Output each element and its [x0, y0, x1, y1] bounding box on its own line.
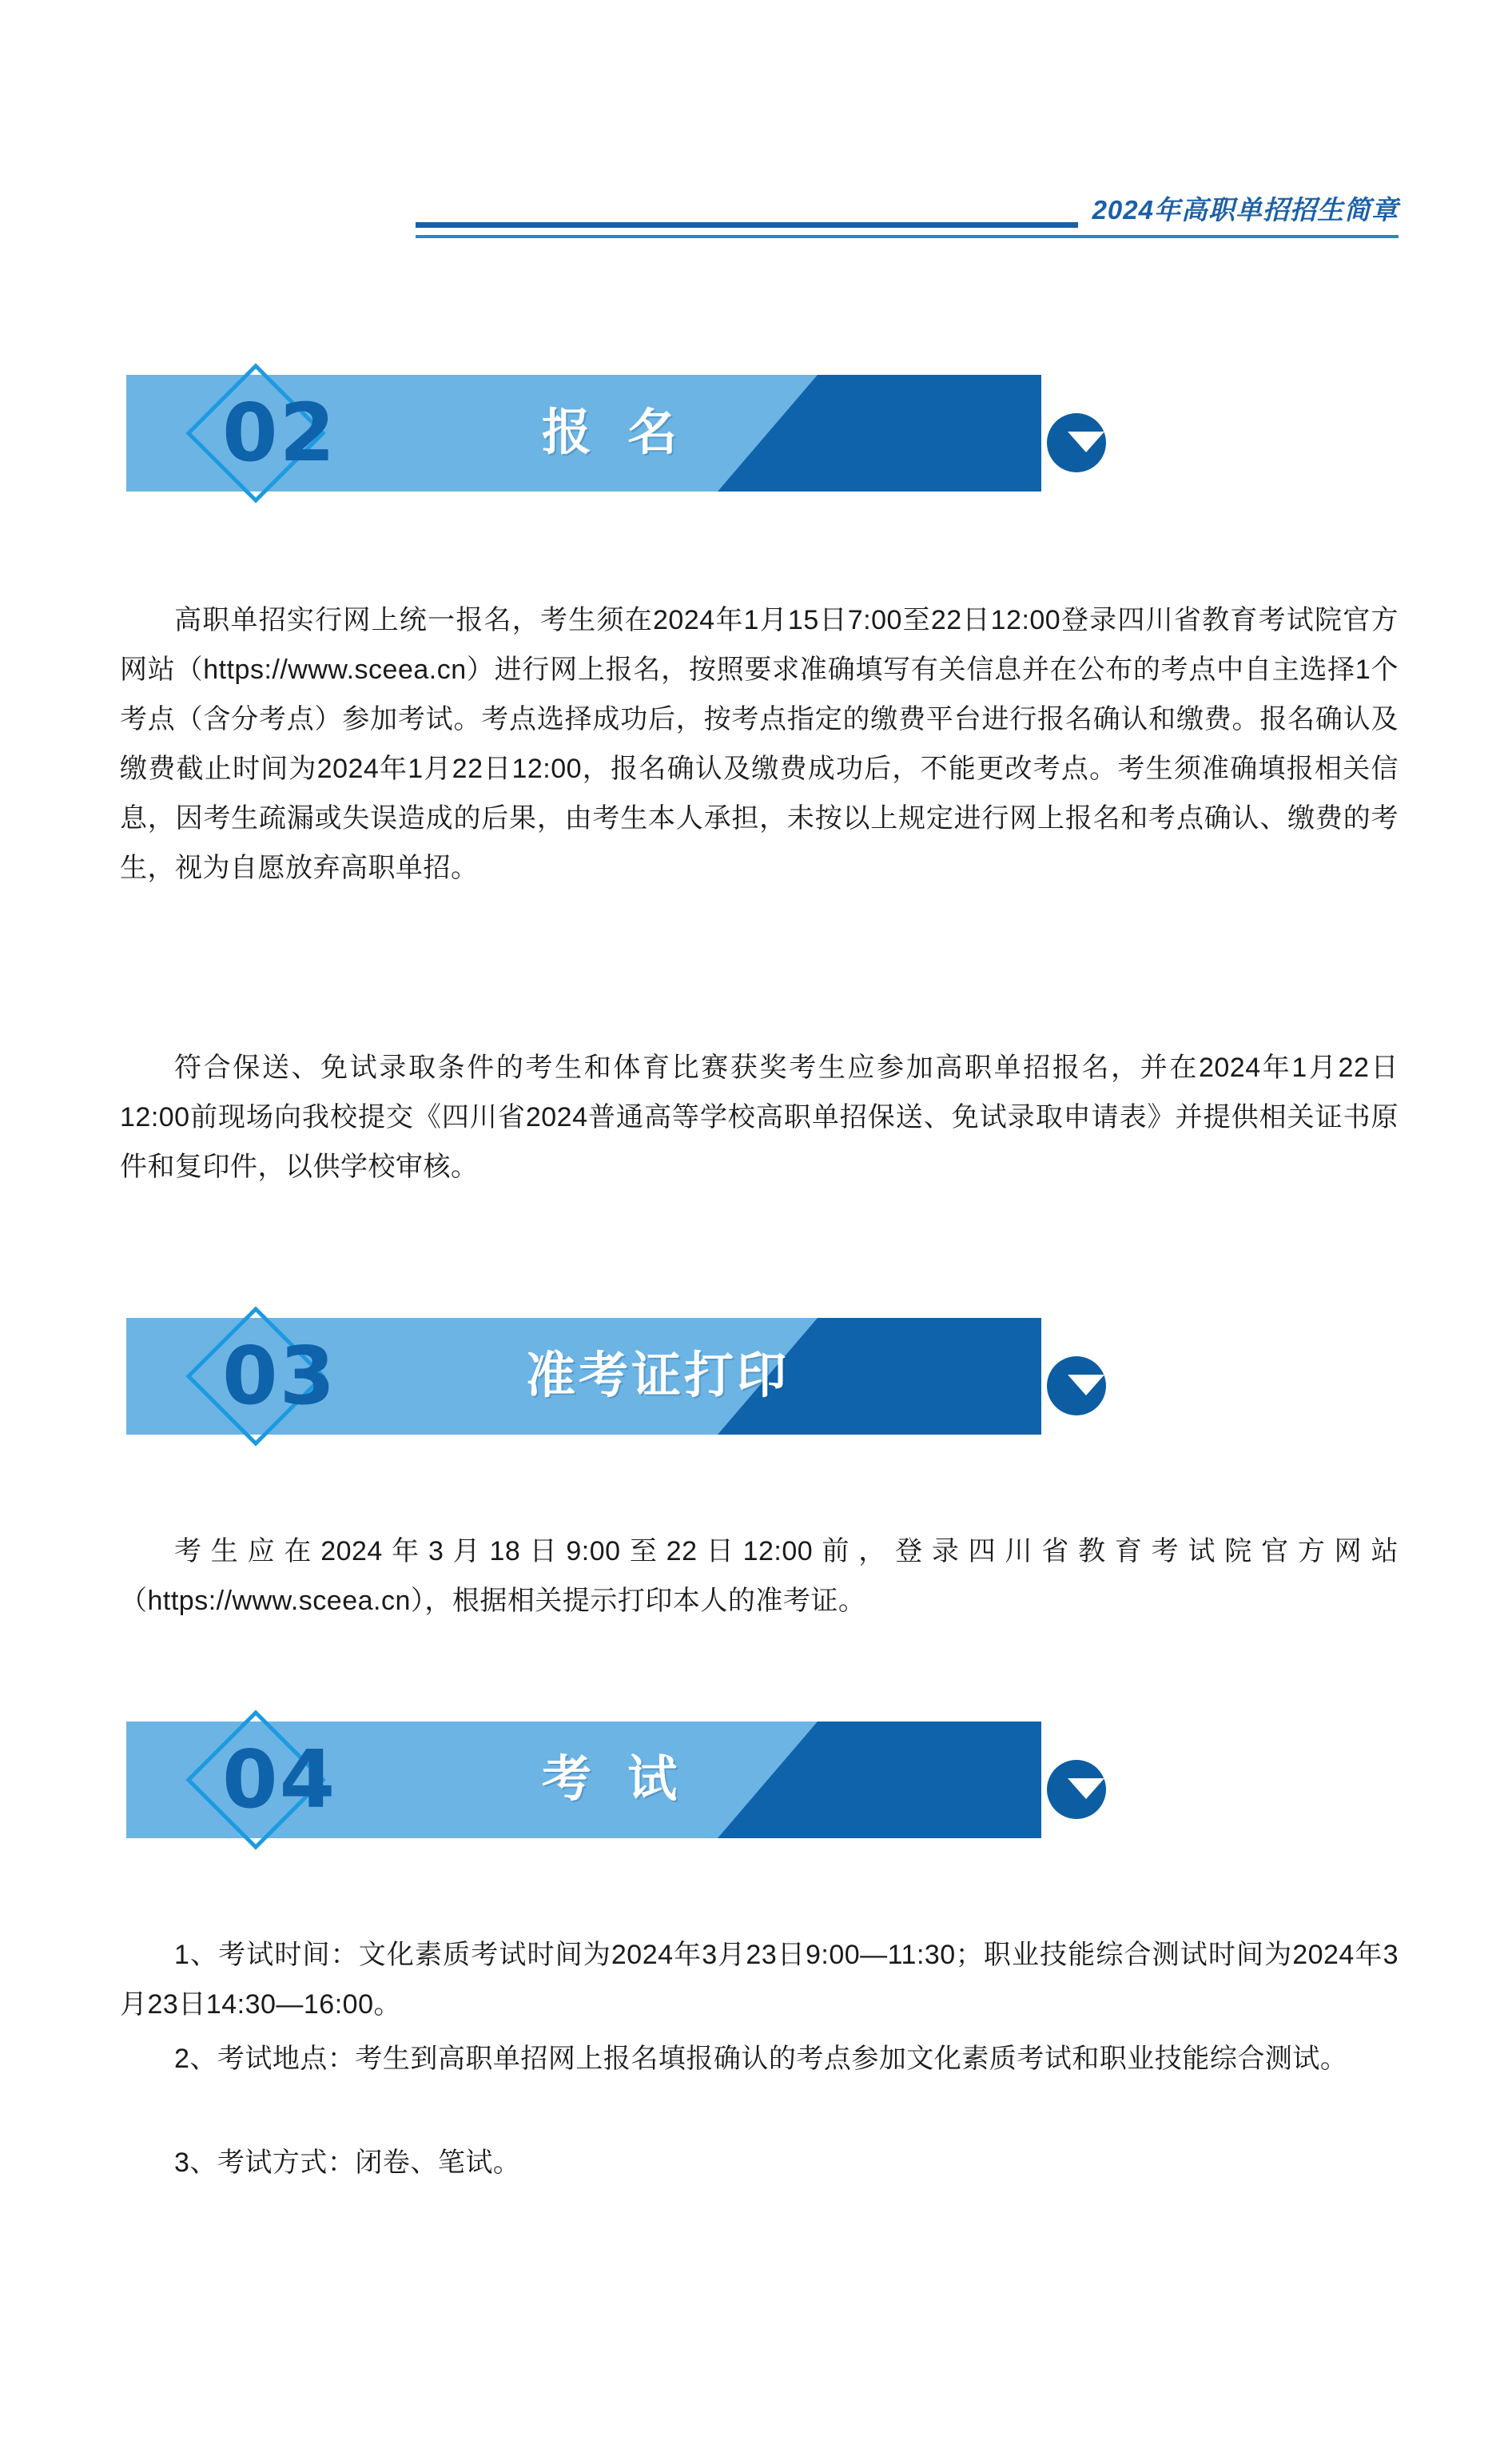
page-title: 2024年高职单招招生简章: [1078, 192, 1399, 229]
header-rule-secondary: [416, 235, 1399, 238]
section-label: 准考证打印: [526, 1348, 790, 1403]
section-number: 02: [222, 386, 337, 480]
section-02-paragraph-2: 符合保送、免试录取条件的考生和体育比赛获奖考生应参加高职单招报名，并在2024年1月22日12:00前现场向我校提交《四川省2024普通高等学校高职单招保送、免试录取申请表》并提供相关证书原件和复印件，以供学校审核。: [120, 1053, 1399, 1182]
chevron-down-icon: [1068, 1778, 1104, 1799]
section-04-paragraph-1: 1、考试时间：文化素质考试时间为2024年3月23日9:00—11:30；职业技能综合测试时间为2024年3月23日14:30—16:00。: [120, 1940, 1399, 2020]
section-number: 03: [222, 1329, 337, 1423]
section-number: 04: [222, 1733, 337, 1826]
section-02-paragraph-1: 高职单招实行网上统一报名，考生须在2024年1月15日7:00至22日12:00登录四川省教育考试院官方网站（https://www.sceea.cn）进行网上报名，按照要求准确填写有关信息并在公布的考点中自主选择1个考点（含分考点）参加考试。考点选择成功后，按考点指定的缴费平台进行报名确认和缴费。报名确认及缴费截止时间为2024年1月22日12:00，报名确认及缴费成功后，不能更改考点。考生须准确填报相关信息，因考生疏漏或失误造成的后果，由考生本人承担，未按以上规定进行网上报名和考点确认、缴费的考生，视为自愿放弃高职单招。: [120, 605, 1399, 883]
chevron-down-icon: [1068, 432, 1104, 452]
section-banner-02: [126, 364, 1041, 504]
page-header: [0, 192, 1512, 248]
section-label: 考 试: [542, 1752, 689, 1807]
section-banner-03: [126, 1307, 1041, 1447]
section-04-paragraph-2: 2、考试地点：考生到高职单招网上报名填报确认的考点参加文化素质考试和职业技能综合测试。: [174, 2044, 1348, 2074]
section-label: 报 名: [542, 405, 689, 460]
chevron-down-icon: [1068, 1375, 1104, 1395]
section-banner-04: [126, 1710, 1041, 1850]
section-03-paragraph-1: 考生应在2024年3月18日9:00至22日12:00前，登录四川省教育考试院官方网站（https://www.sceea.cn），根据相关提示打印本人的准考证。: [120, 1536, 1399, 1616]
section-04-paragraph-3: 3、考试方式：闭卷、笔试。: [174, 2148, 521, 2178]
